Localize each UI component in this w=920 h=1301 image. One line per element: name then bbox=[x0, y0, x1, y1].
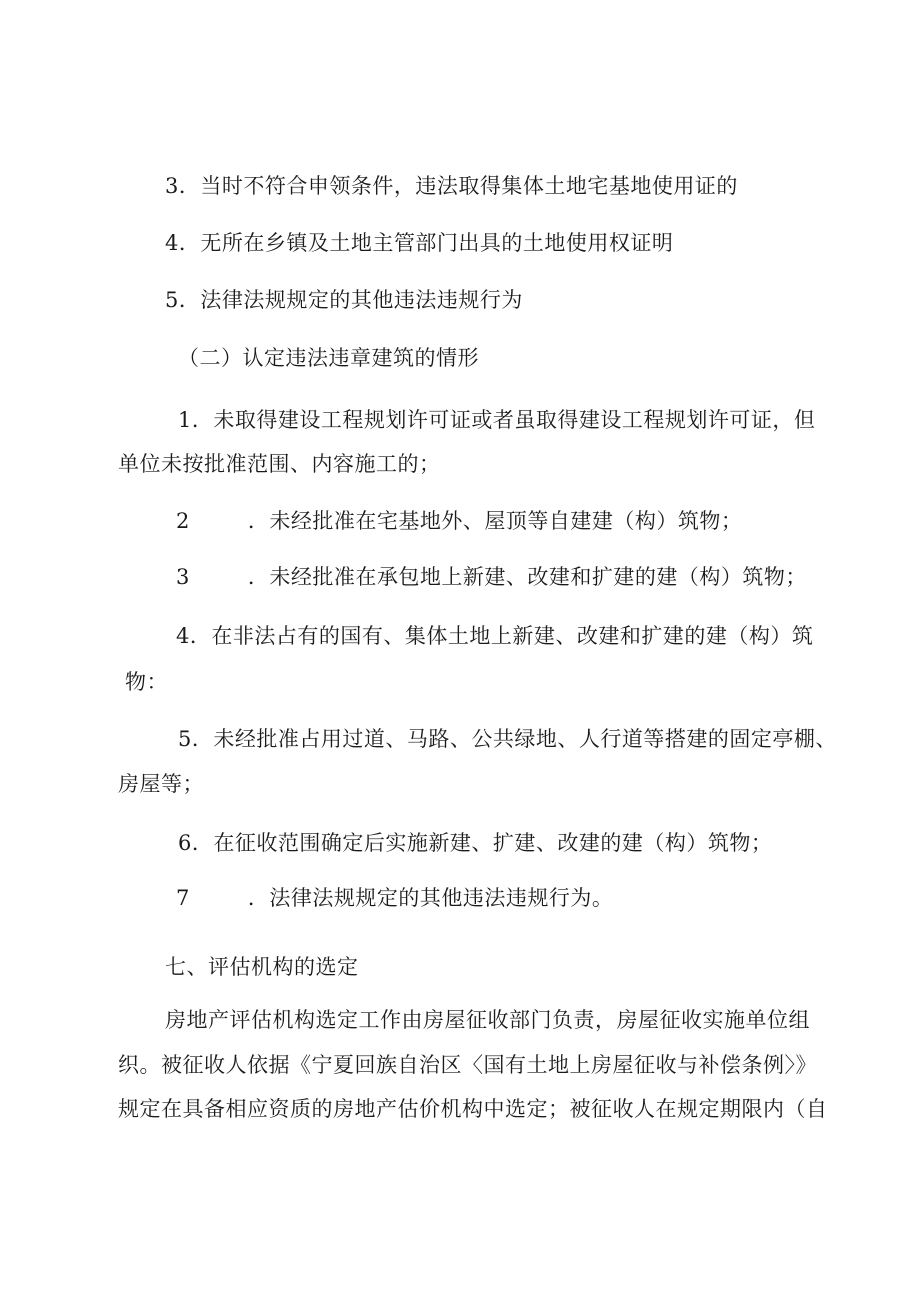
section-two-item-4-line-2: 物： bbox=[125, 670, 168, 694]
item-number: 2 bbox=[176, 509, 190, 533]
section-two-item-7 bbox=[176, 884, 613, 912]
item-text: ．法律法规规定的其他违法违规行为。 bbox=[247, 886, 614, 910]
item-text: ．未经批准在承包地上新建、改建和扩建的建（构）筑物； bbox=[247, 565, 807, 589]
list-item-3: 3．当时不符合申领条件，违法取得集体土地宅基地使用证的 bbox=[165, 174, 738, 198]
section-two-item-5-line-2: 房屋等； bbox=[118, 772, 204, 796]
section-two-heading: （二）认定违法违章建筑的情形 bbox=[178, 346, 479, 370]
list-item-5: 5．法律法规规定的其他违法违规行为 bbox=[165, 288, 523, 312]
item-number: 3 bbox=[176, 565, 190, 589]
section-two-item-1-line-2: 单位未按批准范围、内容施工的； bbox=[118, 452, 441, 476]
section-seven-paragraph-line-2: 织。被征收人依据《宁夏回族自治区〈国有土地上房屋征收与补偿条例〉》 bbox=[118, 1053, 817, 1077]
section-two-item-4-line-1: 4．在非法占有的国有、集体土地上新建、改建和扩建的建（构）筑 bbox=[176, 624, 814, 648]
section-two-item-2 bbox=[176, 507, 742, 535]
item-number: 7 bbox=[176, 886, 190, 910]
section-seven-paragraph-line-3: 规定在具备相应资质的房地产估价机构中选定；被征收人在规定期限内（自 bbox=[118, 1097, 828, 1121]
section-two-item-5-line-1: 5．未经批准占用过道、马路、公共绿地、人行道等搭建的固定亭棚、 bbox=[178, 727, 837, 751]
section-two-item-1-line-1: 1．未取得建设工程规划许可证或者虽取得建设工程规划许可证，但 bbox=[178, 408, 816, 432]
list-item-4: 4．无所在乡镇及土地主管部门出具的土地使用权证明 bbox=[165, 231, 674, 255]
section-seven-paragraph-line-1: 房地产评估机构选定工作由房屋征收部门负责，房屋征收实施单位组 bbox=[165, 1008, 810, 1032]
item-text: ．未经批准在宅基地外、屋顶等自建建（构）筑物； bbox=[247, 509, 743, 533]
section-two-item-3 bbox=[176, 563, 807, 591]
section-seven-heading: 七、评估机构的选定 bbox=[165, 955, 359, 979]
section-two-item-6: 6．在征收范围确定后实施新建、扩建、改建的建（构）筑物； bbox=[178, 831, 773, 855]
